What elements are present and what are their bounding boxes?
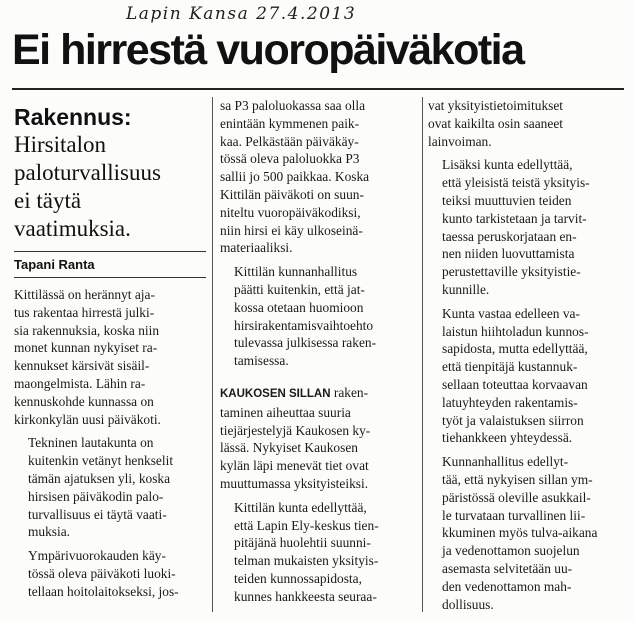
text-line: telman mukaisten yksityis- [234, 553, 379, 569]
text-line: kennuskohde kunnassa on [14, 393, 154, 409]
text-line: muuttumassa yksityisteiksi. [220, 475, 369, 491]
column-1-body [14, 286, 206, 601]
headline: Ei hirrestä vuoropäiväkotia [12, 26, 524, 74]
text-line: Tekninen lautakunta on [28, 435, 154, 451]
text-line: että Lapin Ely-keskus tien- [234, 517, 379, 533]
text-line: Kittilän päiväkoti on suun- [220, 186, 364, 202]
deck-line: ei täytä [14, 188, 82, 213]
deck-line: vaatimuksia. [14, 216, 131, 241]
paragraph [14, 434, 206, 541]
text-line: Kunnanhallitus edellyt- [442, 454, 569, 470]
paragraph [428, 97, 624, 150]
text-line: Ympärivuorokauden käy- [28, 548, 166, 564]
text-line: tää, että nykyisen sillan ym- [442, 471, 593, 487]
text-line: kaa. Pelkästään päiväkäy- [220, 133, 359, 149]
text-line: Lisäksi kunta edellyttää, [442, 157, 573, 173]
text-line: taessa peruskorjataan en- [442, 228, 577, 244]
text-line: tamisessa. [234, 353, 289, 369]
column-separator [212, 97, 213, 612]
headline-rule [12, 88, 624, 90]
text-line: työt ja valaistuksen siirron [442, 412, 584, 428]
text-line: ja vedenottamon suojelun [442, 543, 580, 559]
text-line: niteltu vuoropäiväkodiksi, [220, 204, 361, 220]
text-line: dollisuus. [442, 596, 494, 612]
text-line: kirkonkylän uusi päiväkoti. [14, 411, 161, 427]
column-2-body [220, 97, 416, 606]
deck-line: Hirsitalon [14, 132, 106, 157]
deck [14, 131, 206, 243]
text-line: tellaan hoitolaitokseksi, jos- [28, 583, 179, 599]
text-line: vat yksityistietoimitukset [428, 98, 564, 113]
text-line: kunnes hankkeesta seuraa- [234, 588, 377, 604]
deck-line: paloturvallisuus [14, 160, 161, 185]
text-line: sapidosta, mutta edellyttää, [442, 341, 588, 357]
text-line: tämän ajatuksen yli, koska [28, 470, 171, 486]
text-line: maongelmista. Lähin ra- [14, 375, 146, 391]
text-line: tulevassa julkisessa raken- [234, 335, 377, 351]
text-line [220, 384, 416, 404]
paragraph [428, 453, 624, 613]
text-line: että tienpitäjä kustannuk- [442, 359, 578, 375]
text-line: sellaan toteuttaa korvaavan [442, 376, 588, 392]
text-line: muksia. [28, 524, 71, 540]
section-lead-in: KAUKOSEN SILLAN [220, 387, 331, 400]
text-line: päristössä oleville asukkail- [442, 489, 591, 505]
column-1 [14, 97, 206, 607]
column-3-body [428, 97, 624, 613]
text-line: että yleisistä teistä yksityis- [442, 175, 590, 191]
text-line: sa P3 paloluokassa saa olla [220, 98, 366, 113]
byline: Tapani Ranta [14, 257, 95, 272]
text-line: kuitenkin vetänyt henkselit [28, 453, 174, 469]
text-line: asemasta selvitetään uu- [442, 560, 573, 576]
text-line: tiejärjestelyjä Kaukosen ky- [220, 422, 371, 438]
text-line: kossa otetaan huomioon [234, 299, 364, 315]
text-line: lässä. Nykyiset Kaukosen [220, 440, 358, 456]
handwritten-source-note: Lapin Kansa 27.4.2013 [126, 4, 357, 24]
text-line: kylän läpi menevät tiet ovat [220, 458, 369, 474]
text-line: monet kunnan nykyiset ra- [14, 340, 158, 356]
column-2 [220, 97, 416, 612]
text-line: kunnille. [442, 281, 490, 297]
text-line: Kunta vastaa edelleen va- [442, 305, 580, 321]
text-line: kennukset kärsivät sisäil- [14, 358, 150, 374]
paragraph [428, 305, 624, 447]
paragraph [220, 263, 416, 370]
text-line: turvallisuus ei täytä vaati- [28, 506, 167, 522]
text-line: taminen aiheuttaa suuria [220, 404, 351, 420]
text-fragment: raken- [330, 384, 369, 400]
text-line: päätti kuitenkin, että jat- [234, 281, 365, 297]
text-line: nen niiden luovuttamista [442, 246, 575, 262]
text-line: latuyhteyden rakentamis- [442, 394, 578, 410]
text-line: teiden kunnossapidosta, [234, 570, 362, 586]
text-line: tössä oleva päiväkoti luoki- [28, 565, 176, 581]
text-line: laistun hiihtoladun kunnos- [442, 323, 589, 339]
text-line: hirsisen päiväkodin palo- [28, 488, 164, 504]
text-line: den vedenottamon mah- [442, 578, 572, 594]
text-line: teiksi muuttuvien teiden [442, 192, 572, 208]
text-line: niin hirsi ei käy ulkoseinä- [220, 222, 363, 238]
column-separator [422, 97, 423, 612]
paragraph [220, 499, 416, 606]
text-line: lainvoiman. [428, 133, 492, 149]
text-line: sia rakennuksia, koska niin [14, 322, 160, 338]
text-line: Kittilän kunta edellyttää, [234, 499, 367, 515]
text-line: tiehankkeen yhteydessä. [442, 430, 573, 446]
text-line: sallii jo 500 paikkaa. Koska [220, 169, 370, 185]
text-line: enintään kymmenen paik- [220, 115, 360, 131]
paragraph [14, 547, 206, 600]
text-line: Kittilän kunnanhallitus [234, 264, 358, 280]
byline-rule [14, 251, 206, 252]
paragraph [428, 156, 624, 298]
column-3 [428, 97, 624, 619]
text-line: tus rakentaa hirrestä julki- [14, 304, 155, 320]
text-line: kunto tarkistetaan ja tarvit- [442, 210, 587, 226]
text-line: perustettaville yksityistie- [442, 264, 581, 280]
text-line: hirsirakentamisvaihtoehto [234, 317, 374, 333]
text-line: kkuminen myös tulva-aikana [442, 525, 598, 541]
byline-rule [14, 277, 206, 278]
text-line: materiaaliksi. [220, 240, 293, 256]
text-line: tössä oleva paloluokka P3 [220, 151, 360, 167]
paragraph [220, 384, 416, 493]
paragraph [220, 97, 416, 257]
subhead: Rakennus: [14, 104, 132, 130]
text-line: le turvataan turvallinen lii- [442, 507, 586, 523]
text-line: pitäjänä huolehtii suunni- [234, 535, 371, 551]
text-line: Kittilässä on herännyt aja- [14, 287, 155, 302]
paragraph [14, 286, 206, 428]
text-line: ovat kaikilta osin saaneet [428, 115, 563, 131]
